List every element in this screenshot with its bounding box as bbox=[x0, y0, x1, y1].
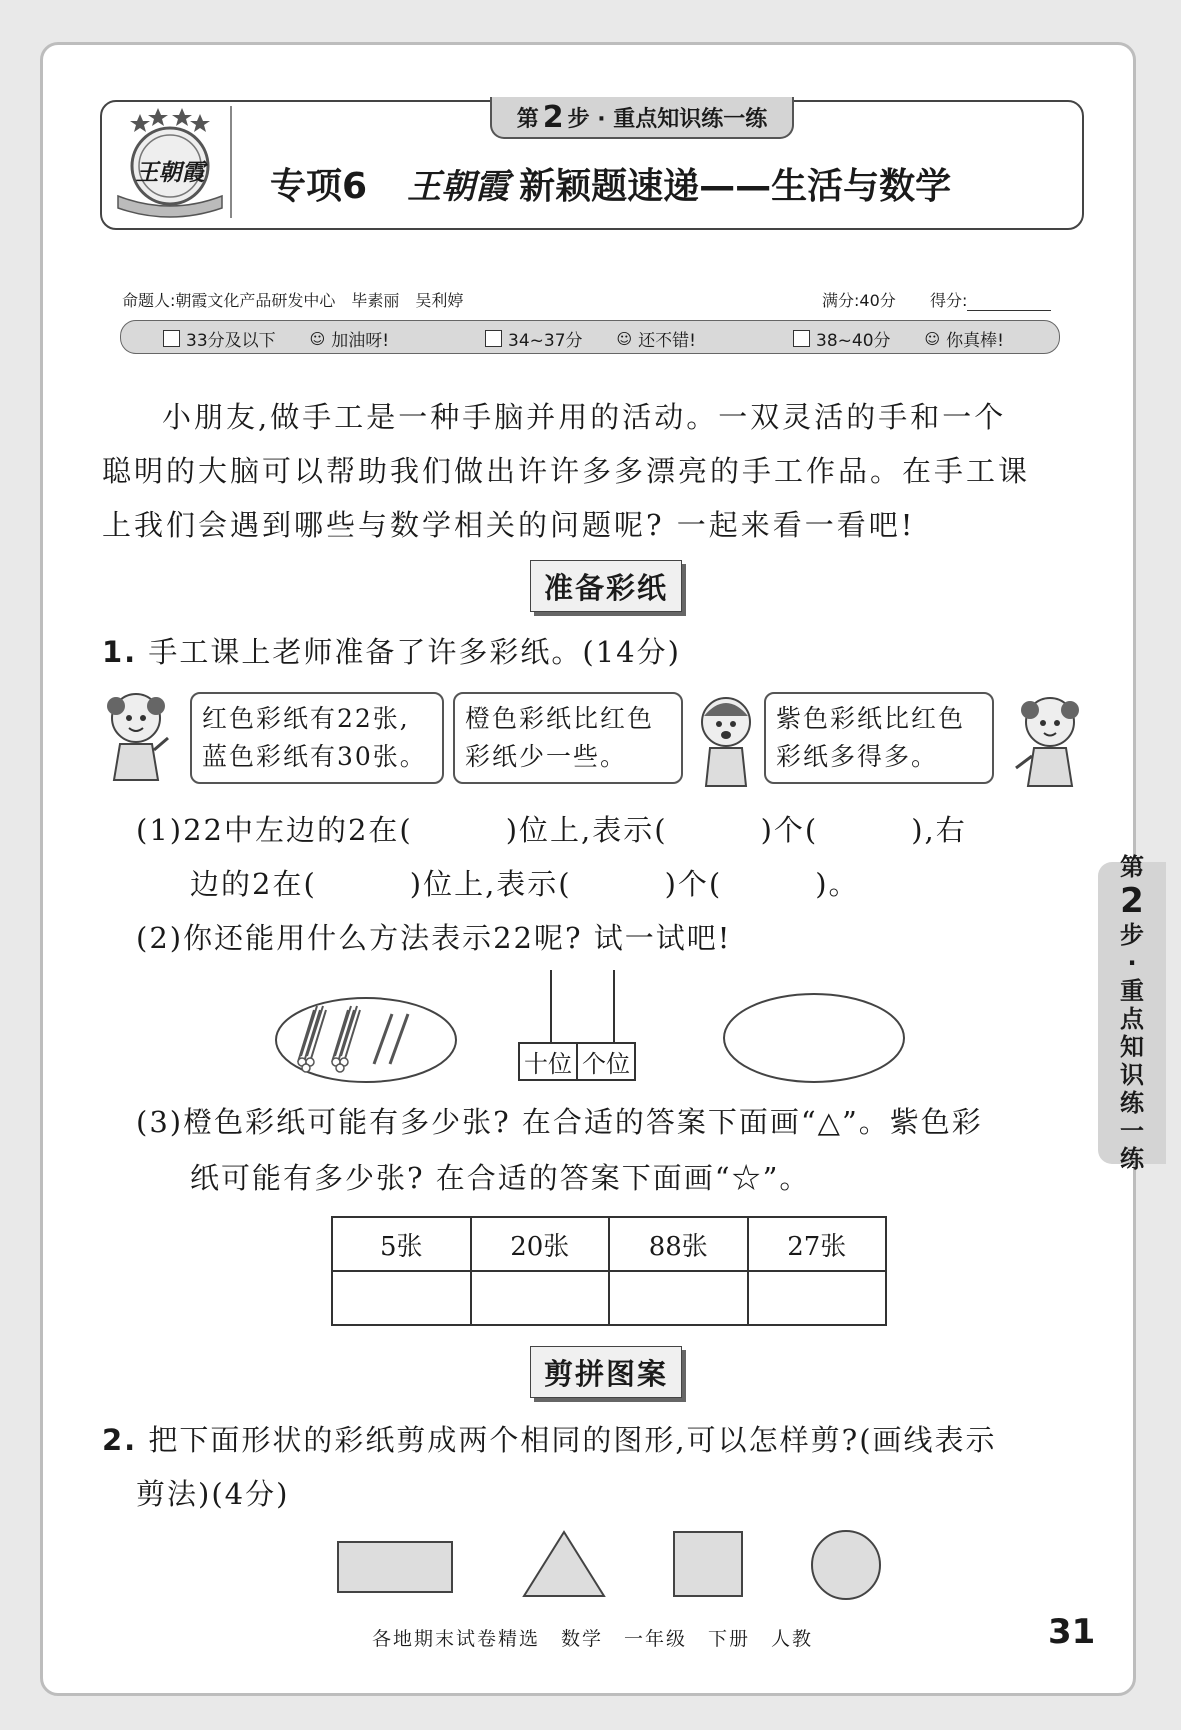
level-3-checkbox[interactable] bbox=[793, 330, 810, 347]
sub-question-1-line-1: (1)22中左边的2在( )位上,表示( )个( ),右 bbox=[136, 813, 967, 847]
option-cell: 5张 bbox=[332, 1217, 471, 1271]
page-number: 31 bbox=[1048, 1612, 1096, 1652]
level-1-range: 33分及以下 bbox=[186, 331, 276, 351]
side-tab-char: 点 bbox=[1120, 1005, 1144, 1033]
options-row bbox=[332, 1217, 886, 1271]
side-tab-char: · bbox=[1127, 949, 1137, 977]
level-3-range: 38~40分 bbox=[816, 331, 891, 351]
bubble-orange-line-2: 彩纸少一些。 bbox=[465, 742, 628, 771]
intro-line-1: 小朋友,做手工是一种手脑并用的活动。一双灵活的手和一个 bbox=[162, 400, 1007, 434]
page-title bbox=[270, 155, 1030, 211]
shapes-row bbox=[336, 1528, 896, 1602]
score-field bbox=[930, 288, 1051, 311]
side-tab-char: 知 bbox=[1120, 1033, 1144, 1061]
answer-cell[interactable] bbox=[748, 1271, 887, 1325]
level-1-checkbox[interactable] bbox=[163, 330, 180, 347]
circle-shape[interactable] bbox=[812, 1531, 880, 1599]
answer-oval[interactable] bbox=[722, 992, 906, 1084]
question-1-text: 手工课上老师准备了许多彩纸。(14分) bbox=[148, 635, 681, 669]
abacus-base bbox=[518, 1042, 636, 1081]
level-2-range: 34~37分 bbox=[508, 331, 583, 351]
bubble-orange-line-1: 橙色彩纸比红色 bbox=[465, 704, 655, 733]
score-level-1 bbox=[163, 326, 389, 351]
girl-character-3-icon bbox=[1010, 690, 1086, 790]
speech-bubble-purple bbox=[764, 692, 994, 784]
side-tab-char: 练 bbox=[1120, 1089, 1144, 1117]
level-2-comment: 还不错! bbox=[638, 331, 696, 351]
question-2-line-1 bbox=[102, 1418, 997, 1459]
speech-bubble-red bbox=[190, 692, 444, 784]
smile-face-icon: ☺ bbox=[616, 329, 633, 348]
level-2-checkbox[interactable] bbox=[485, 330, 502, 347]
side-tab-number: 2 bbox=[1120, 881, 1144, 921]
abacus-rod-ones bbox=[613, 970, 615, 1044]
abacus-label-ones: 个位 bbox=[577, 1043, 635, 1080]
side-tab-char: 重 bbox=[1120, 977, 1144, 1005]
step-number: 2 bbox=[542, 99, 564, 135]
question-2-text: 把下面形状的彩纸剪成两个相同的图形,可以怎样剪?(画线表示 bbox=[148, 1423, 997, 1457]
sticks-bundle-image bbox=[274, 996, 458, 1084]
side-tab-char: 一 bbox=[1120, 1117, 1144, 1145]
smile-face-icon: ☺ bbox=[924, 329, 941, 348]
abacus-rod-tens bbox=[550, 970, 552, 1044]
speech-bubble-orange bbox=[453, 692, 683, 784]
question-1-number: 1. bbox=[102, 635, 138, 669]
section-title-cut-pattern: 剪拼图案 bbox=[530, 1346, 682, 1398]
option-cell: 20张 bbox=[471, 1217, 610, 1271]
triangle-shape[interactable] bbox=[524, 1532, 604, 1596]
question-1 bbox=[102, 630, 681, 671]
square-shape[interactable] bbox=[674, 1532, 742, 1596]
answer-cell[interactable] bbox=[609, 1271, 748, 1325]
answer-row bbox=[332, 1271, 886, 1325]
side-tab-top: 第 bbox=[1120, 853, 1144, 881]
answer-cell[interactable] bbox=[332, 1271, 471, 1325]
title-prefix: 专项6 bbox=[270, 165, 368, 207]
footer-text: 各地期末试卷精选 数学 一年级 下册 人教 bbox=[372, 1628, 814, 1650]
authors-line: 命题人:朝霞文化产品研发中心 毕素丽 吴利婷 bbox=[122, 291, 464, 310]
bubble-purple-line-2: 彩纸多得多。 bbox=[776, 742, 939, 771]
score-level-bar bbox=[120, 320, 1060, 354]
full-score: 满分:40分 bbox=[822, 291, 896, 310]
score-label: 得分: bbox=[930, 291, 968, 310]
step-suffix: 步 · 重点知识练一练 bbox=[567, 106, 768, 132]
rectangle-shape[interactable] bbox=[338, 1542, 452, 1592]
answer-cell[interactable] bbox=[471, 1271, 610, 1325]
intro-line-3: 上我们会遇到哪些与数学相关的问题呢? 一起来看一看吧! bbox=[102, 508, 916, 542]
question-2-line-2: 剪法)(4分) bbox=[136, 1477, 290, 1511]
score-level-3 bbox=[793, 326, 1004, 351]
side-tab-char: 识 bbox=[1120, 1061, 1144, 1089]
step-tab bbox=[490, 97, 794, 139]
score-blank[interactable] bbox=[967, 294, 1051, 311]
publisher-logo bbox=[110, 104, 230, 222]
sub-question-3-line-1: (3)橙色彩纸可能有多少张? 在合适的答案下面画“△”。紫色彩 bbox=[136, 1105, 983, 1139]
side-tab-char: 步 bbox=[1120, 921, 1144, 949]
sub-question-1-line-2: 边的2在( )位上,表示( )个( )。 bbox=[190, 867, 860, 901]
bubble-red-line-1: 红色彩纸有22张, bbox=[202, 704, 410, 733]
girl-character-2-icon bbox=[696, 690, 758, 790]
girl-character-1-icon bbox=[104, 688, 174, 784]
bubble-purple-line-1: 紫色彩纸比红色 bbox=[776, 704, 966, 733]
score-level-2 bbox=[485, 326, 696, 351]
options-table bbox=[331, 1216, 887, 1326]
abacus-label-tens: 十位 bbox=[519, 1043, 577, 1080]
sub-question-2: (2)你还能用什么方法表示22呢? 试一试吧! bbox=[136, 921, 732, 955]
intro-line-2: 聪明的大脑可以帮助我们做出许许多多漂亮的手工作品。在手工课 bbox=[102, 454, 1031, 488]
side-step-tab bbox=[1098, 853, 1166, 1173]
option-cell: 27张 bbox=[748, 1217, 887, 1271]
option-cell: 88张 bbox=[609, 1217, 748, 1271]
question-2-number: 2. bbox=[102, 1423, 138, 1457]
bubble-red-line-2: 蓝色彩纸有30张。 bbox=[202, 742, 427, 771]
side-tab-char: 练 bbox=[1120, 1145, 1144, 1173]
level-3-comment: 你真棒! bbox=[946, 331, 1004, 351]
sub-question-3-line-2: 纸可能有多少张? 在合适的答案下面画“☆”。 bbox=[190, 1161, 811, 1195]
header-divider bbox=[230, 106, 232, 218]
title-main: 新颖题速递——生活与数学 bbox=[519, 165, 952, 207]
section-title-prepare-paper: 准备彩纸 bbox=[530, 560, 682, 612]
title-brand: 王朝霞 bbox=[407, 166, 510, 207]
logo-text: 王朝霞 bbox=[135, 159, 205, 186]
level-1-comment: 加油呀! bbox=[331, 331, 390, 351]
intro-paragraph bbox=[102, 390, 1082, 552]
step-prefix: 第 bbox=[516, 106, 539, 132]
smile-face-icon: ☺ bbox=[309, 329, 326, 348]
